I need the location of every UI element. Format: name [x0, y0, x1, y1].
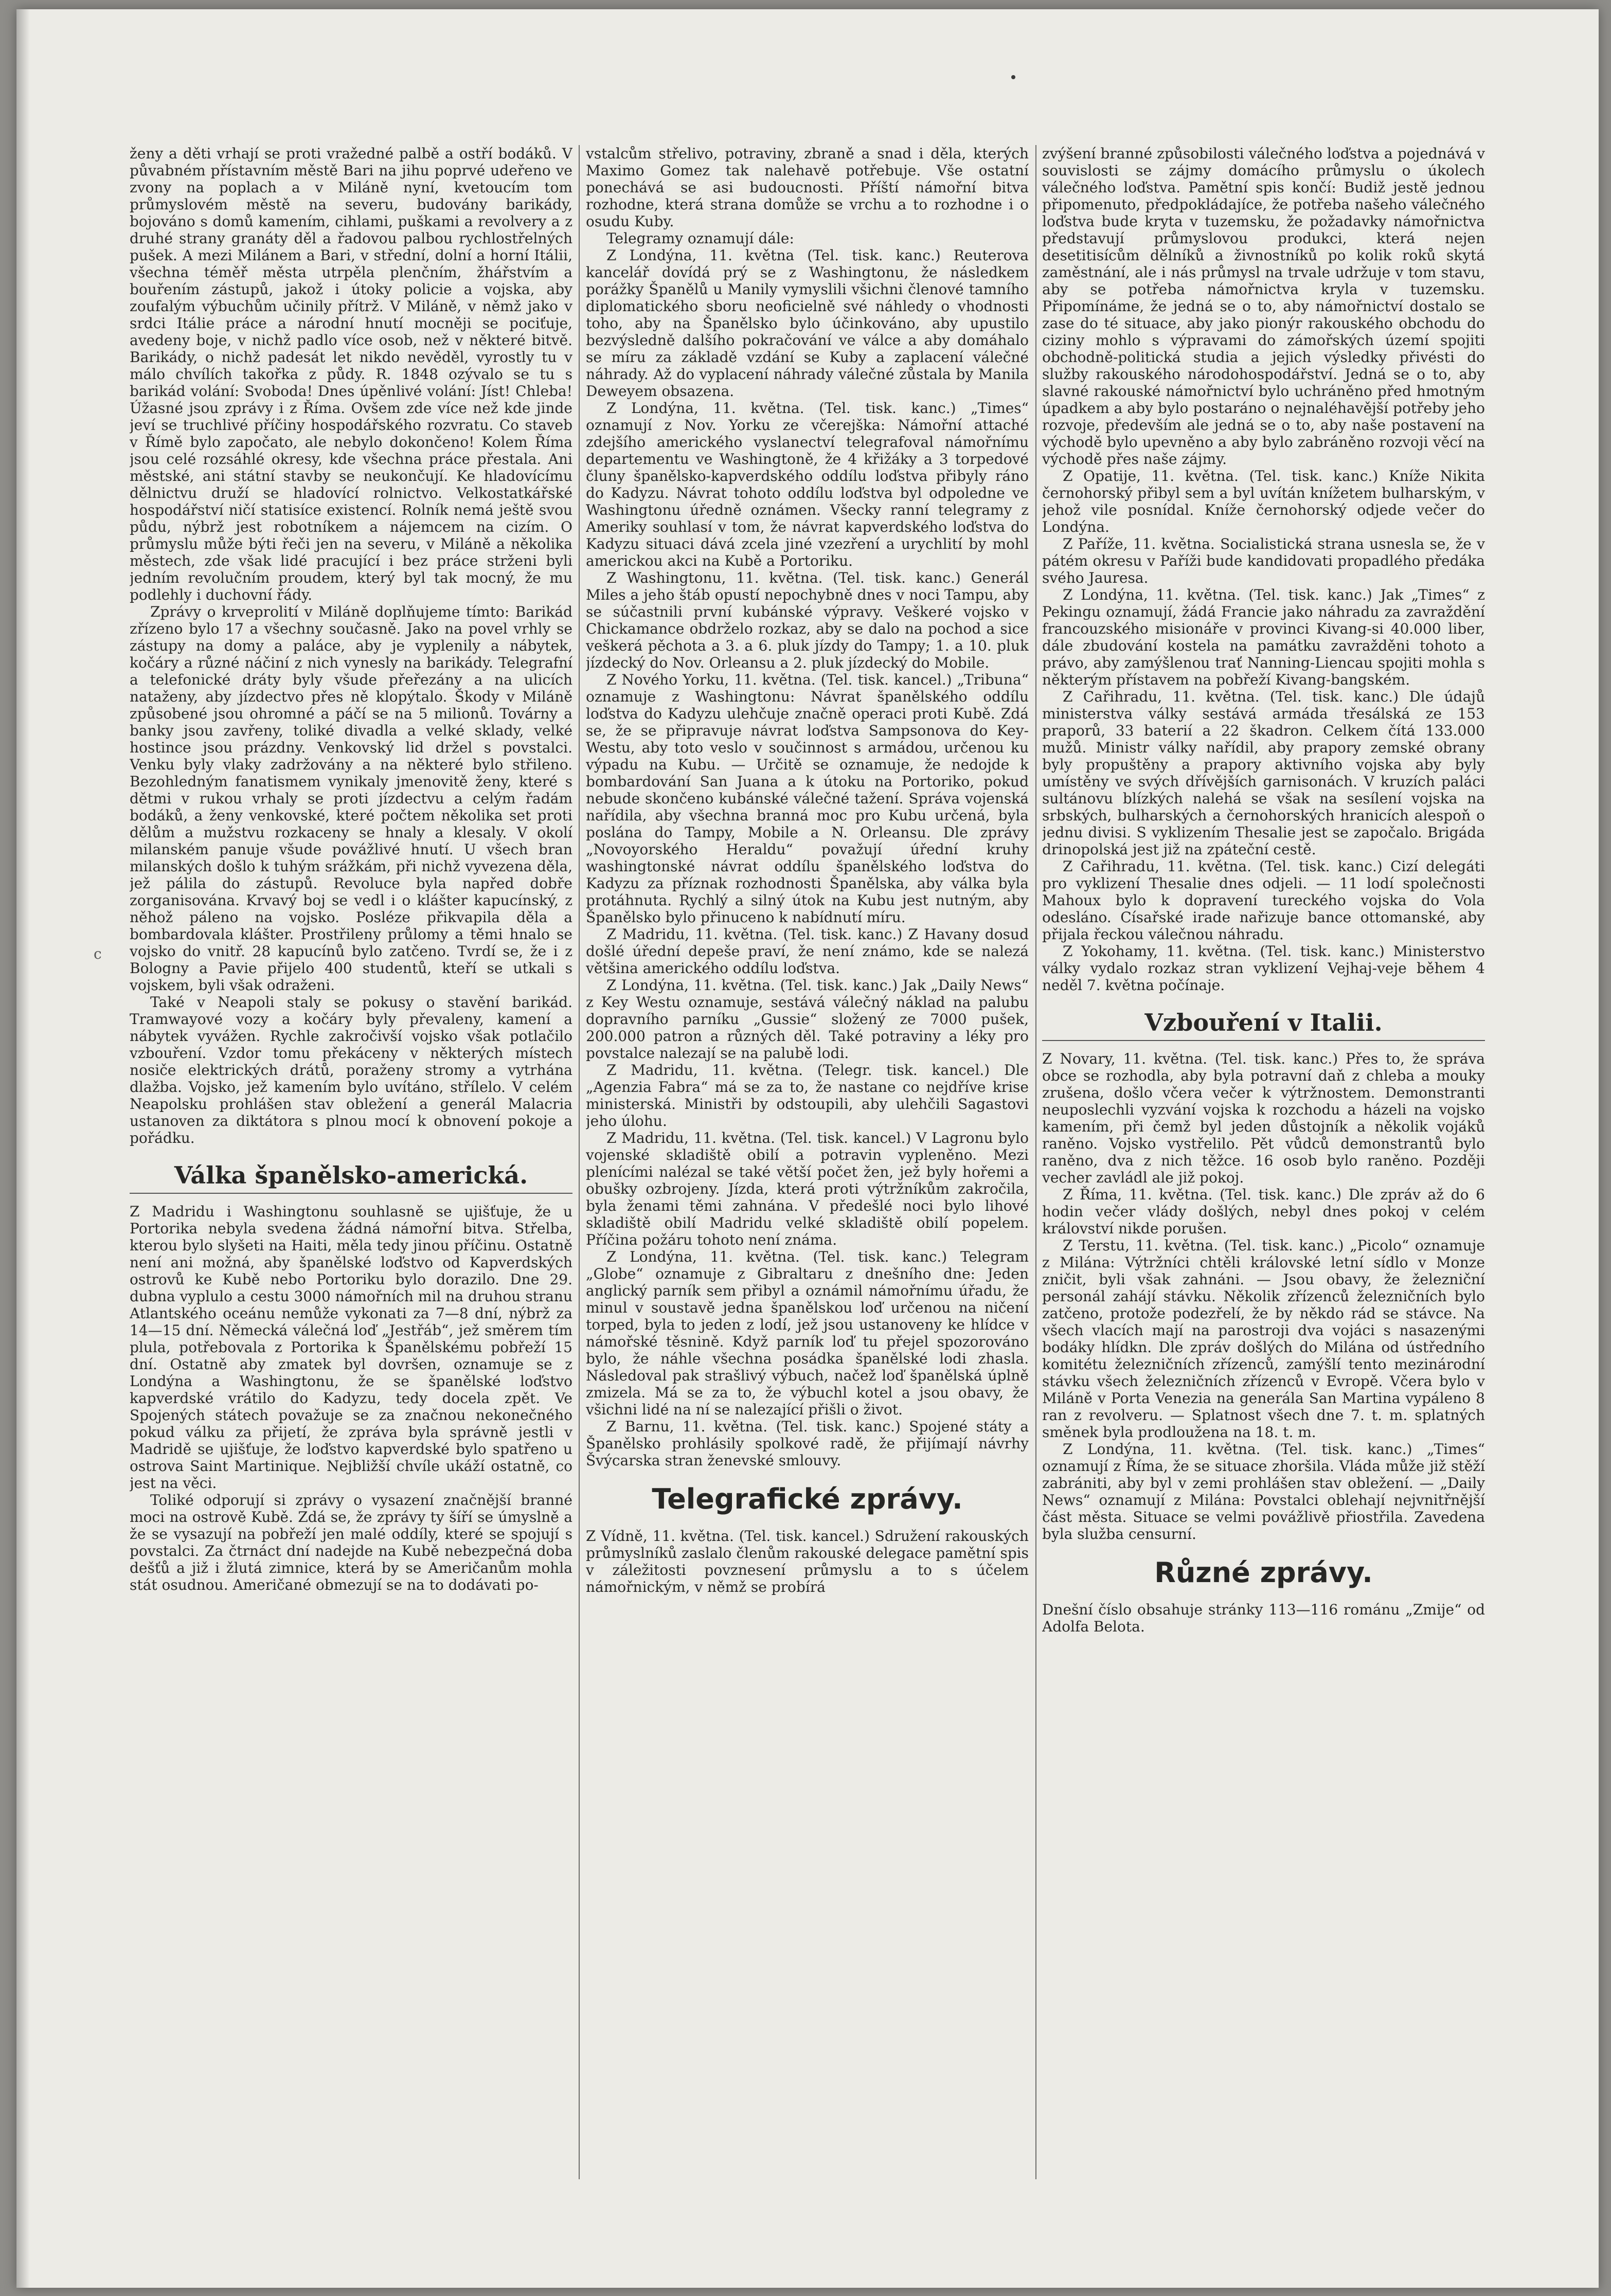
- paragraph: Z Londýna, 11. května (Tel. tisk. kanc.) Reuterova kancelář dovídá prý se z Washingtonu, že následkem porážky Španělů u Manily vymyslili všichni členové tamního diplomatického sboru neoficielně své náhledy o vhodnosti toho, aby na Španělsko bylo účinkováno, aby upustilo bezvýsledně dalšího pokračování ve válce a aby domáhalo se míru za základě vzdání se Kuby a zaplacení válečné náhrady. Až do vyplacení náhrady válečné zůstala by Manila Deweyem obsazena.: [586, 247, 1029, 400]
- binding-shadow: [16, 9, 30, 2288]
- paragraph: Z Washingtonu, 11. května. (Tel. tisk. kanc.) Generál Miles a jeho štáb opustí nepochybně dnes v noci Tampu, aby se súčastnili první kubánské výpravy. Veškeré vojsko v Chickamance obdrželo rozkaz, aby se dalo na pochod a sice veškerá pěchota a 3. a 6. pluk jízdy do Tampy; 1. a 10. pluk jízdecký do Nov. Orleansu a 2. pluk jízdecký do Mobile.: [586, 569, 1029, 671]
- imprint-note: Dnešní číslo obsahuje stránky 113—116 románu „Zmije“ od Adolfa Belota.: [1042, 1601, 1485, 1635]
- paragraph: Z Londýna, 11. května. (Tel. tisk. kanc.) „Times“ oznamují z Nov. Yorku ze včerejška: Námořní attaché zdejšího amerického vyslanectví telegrafoval námořnímu departementu ve Washingtoně, že 4 křižáky a 3 torpedové čluny španělsko-kapverdského oddílu loďstva přibyly ráno do Kadyzu. Návrat tohoto oddílu loďstva byl odpoledne ve Washingtonu úředně oznámen. Všecky ranní telegramy z Ameriky souhlasí v tom, že návrat kapverdského loďstva do Kadyzu situaci dává zcela jiné vzezření a urychlití by mohl americkou akci na Kubě a Portoriku.: [586, 400, 1029, 569]
- article-columns: [130, 145, 1485, 2179]
- paragraph: Zprávy o krveprolití v Miláně doplňujeme tímto: Barikád zřízeno bylo 17 a všechny současně. Jako na povel vrhly se zástupy na domy a paláce, aby je vyplenily a nábytek, kočáry a různé náčiní z nich vynesly na barikády. Telegrafní a telefonické dráty byly všude přeřezány a na ulicích nataženy, aby jízdectvo přes ně klopýtalo. Škody v Miláně způsobené jsou ohromné a páčí se na 5 milionů. Továrny a banky jsou zavřeny, toliké divadla a velké sklady, velké hostince jsou prázdny. Venkovský lid držel s povstalci. Venku byly vlaky zadržovány a na některé bylo střileno. Bezohledným fanatismem vynikaly jmenovitě ženy, které s dětmi v rukou vrhaly se proti jízdectvu a celým řadám bodáků, a ženy venkovské, které počtem několika set proti dělům a mužstvu rozkaceny se hnaly a klesaly. V okolí milanském panuje všude povážlivé hnutí. U všech bran milanských došlo k tuhým srážkám, při nichž vyvezena děla, jež pálila do zástupů. Revoluce byla napřed dobře zorganisována. Krvavý boj se vedl i o klášter kapucínský, z něhož páleno na vojsko. Posléze přikvapila děla a bombardovala klášter. Prostřileny průlomy a těmi hnalo se vojsko do vnitř. 28 kapucínů bylo zatčeno. Tvrdí se, že i z Bologny a Pavie přijelo 400 studentů, kteří se utkali s vojskem, byli však odraženi.: [130, 603, 572, 994]
- margin-mark: c: [94, 945, 102, 962]
- section-heading-revolt: Vzbouření v Italii.: [1042, 1007, 1485, 1041]
- paragraph: Z Říma, 11. května. (Tel. tisk. kanc.) Dle zpráv až do 6 hodin večer vlády došlých, nebyl dnes pokoj v celém království nikde porušen.: [1042, 1186, 1485, 1237]
- ink-speck: [1011, 75, 1015, 79]
- column-1: [130, 145, 572, 2179]
- paragraph: vstalcům střelivo, potraviny, zbraně a snad i děla, kterých Maximo Gomez tak nalehavě potřebuje. Vše ostatní ponechává se asi budoucnosti. Příští námořní bitva rozhodne, která strana domůže se vrchu a to rozhodne i o osudu Kuby.: [586, 145, 1029, 230]
- section-heading-misc: Různé zprávy.: [1154, 1556, 1373, 1589]
- paragraph: Z Madridu, 11. května. (Telegr. tisk. kancel.) Dle „Agenzia Fabra“ má se za to, že nastane co nejdříve krise ministerská. Ministři by odstoupili, aby ulehčili Sagastovi jeho úlohu.: [586, 1062, 1029, 1129]
- paragraph: Z Terstu, 11. května. (Tel. tisk. kanc.) „Picolo“ oznamuje z Milána: Výtržníci chtěli královské letní sídlo v Monze zničit, byli však zahnáni. — Jsou obavy, že železniční personál zahájí stávku. Několik zřízenců železničních bylo zatčeno, protože podezřelí, že by někdo rád se stávce. Na všech vlacích mají na parostroji dva vojáci s nasazenými bodáky hlídkn. Dle zpráv došlých do Milána od ústředního komitétu železničních zřízenců, zamýšlí tento mezinárodní stávku všech železničních zřízenců v Evropě. Včera bylo v Miláně v Porta Venezia na generála San Martina vypáleno 8 ran z revolveru. — Splatnost všech dne 7. t. m. splatných směnek byla prodloužena na 18. t. m.: [1042, 1237, 1485, 1441]
- column-2: [586, 145, 1029, 2179]
- paragraph: Z Madridu i Washingtonu souhlasně se ujišťuje, že u Portorika nebyla svedena žádná námořní bitva. Střelba, kterou bylo slyšeti na Haiti, měla tedy jinou příčinu. Ostatně není ani možná, aby španělské loďstvo od Kapverdských ostrovů ke Kubě nebo Portoriku bylo dorazilo. Dne 29. dubna vyplulo a cestu 3000 námořních mil na druhou stranu Atlantského oceánu nemůže vykonati za 7—8 dní, nýbrž za 14—15 dní. Německá válečná loď „Jestřáb“, jež směrem tím plula, potřebovala z Portorika k Španělskému pobřeží 15 dní. Ostatně aby zmatek byl dovršen, oznamuje se z Londýna a Washingtonu, že se španělské loďstvo kapverdské vrátilo do Kadyzu, tedy docela zpět. Ve Spojených státech považuje se za značnou nekonečného pokud válku za přijetí, že zpráva byla správně jestli v Madridě se ujišťuje, že loďstvo kapverdské bylo spatřeno u ostrova Saint Martinique. Nejbližší chvíle ukáží ostatně, co jest na věci.: [130, 1203, 572, 1492]
- paragraph: Z Cařihradu, 11. května. (Tel. tisk. kanc.) Dle údajů ministerstva války sestává armáda třesálská ze 153 praporů, 33 baterií a 22 škadron. Celkem čítá 133.000 mužů. Ministr války nařídil, aby prapory zemské obrany byly propuštěny a prapory aktivního vojska aby byly umístěny ve svých dřívějších garnisonách. V kruzích paláci sultánovu blízkých nalehá se však na sesílení vojska na srbských, bulharských a černohorských hranicích alespoň o jednu divisi. S vyklizením Thesalie jest se započalo. Brigáda drinopolská jest již na zpáteční cestě.: [1042, 688, 1485, 858]
- paragraph: Z Opatije, 11. května. (Tel. tisk. kanc.) Kníže Nikita černohorský přibyl sem a byl uvítán knížetem bulharským, v jehož vile posnídal. Kníže černohorský odjede večer do Londýna.: [1042, 468, 1485, 535]
- paragraph: Z Paříže, 11. května. Socialistická strana usnesla se, že v pátém okresu v Paříži bude kandidovati propadlého předáka svého Jauresa.: [1042, 535, 1485, 586]
- paragraph: Z Londýna, 11. května. (Tel. tisk. kanc.) Jak „Daily News“ z Key Westu oznamuje, sestává válečný náklad na palubu dopravního parníku „Gussie“ složený ze 7000 pušek, 200.000 patron a různých děl. Také potraviny a léky pro povstalce nalezají se na palubě lodi.: [586, 977, 1029, 1062]
- paragraph: Z Cařihradu, 11. května. (Tel. tisk. kanc.) Cizí delegáti pro vyklizení Thesalie dnes odjeli. — 11 lodí společnosti Mahoux bylo k dopravení tureckého vojska do Vola odesláno. Císařské irade nařizuje bance ottomanské, aby přijala řeckou válečnou náhradu.: [1042, 858, 1485, 943]
- paragraph: Z Barnu, 11. května. (Tel. tisk. kanc.) Spojené státy a Španělsko prohlásily spolkové radě, že přijímají návrhy Švýcarska stran ženevské smlouvy.: [586, 1418, 1029, 1469]
- section-heading-telegraphs: Telegrafické zprávy.: [652, 1483, 963, 1515]
- section-heading-war: Válka španělsko-americká.: [130, 1160, 572, 1194]
- paragraph: Z Novary, 11. května. (Tel. tisk. kanc.) Přes to, že správa obce se rozhodla, aby byla potravní daň z chleba a mouky zrušena, došlo včera večer k výtržnostem. Demonstranti neuposlechli vyzvání vojska k rozchodu a házeli na vojsko kamením, při čemž byl jeden důstojník a několik vojáků raněno. Vojsko vystřelilo. Pět vůdců demonstrantů bylo raněno, dva z nich těžce. 16 osob bylo raněno. Později vecher zavládl ale již pokoj.: [1042, 1050, 1485, 1186]
- paragraph: Z Londýna, 11. května. (Tel. tisk. kanc.) Telegram „Globe“ oznamuje z Gibraltaru z dnešního dne: Jeden anglický parník sem přibyl a oznámil námořnímu úřadu, že minul v soustavě jedna španělskou loď určenou na ničení torped, byla to jeden z lodí, jež jsou ustanoveny ke hlídce v námořské těsnině. Když parník loď tu přejel spozorováno bylo, že náhle všechna posádka španělské lodi zhasla. Následoval pak strašlivý výbuch, načež loď španělská úplně zmizela. Má se za to, že výbuchl kotel a jsou obavy, že všichni lidé na ní se nalezající přišli o život.: [586, 1248, 1029, 1418]
- paragraph: Z Yokohamy, 11. května. (Tel. tisk. kanc.) Ministerstvo války vydalo rozkaz stran vyklizení Vejhaj-veje během 4 neděl 7. května počínaje.: [1042, 943, 1485, 994]
- paragraph: Z Londýna, 11. května. (Tel. tisk. kanc.) Jak „Times“ z Pekingu oznamují, žádá Francie jako náhradu za zavraždění francouzského misionáře v provinci Kivang-si 40.000 liber, dále zbudování kostela na památku zavražděni tohoto a právo, aby zamýšlenou trať Nanning-Liencau spojiti mohla s některým přístavem na pobřeží Kivang-bangském.: [1042, 586, 1485, 688]
- paragraph: Toliké odporují si zprávy o vysazení značnější branné moci na ostrově Kubě. Zdá se, že zprávy ty šíří se úmyslně a že se vysazují na pobřeží jen malé oddíly, které se spojují s povstalci. Za čtrnáct dní nadejde na Kubě nebezpečná doba dešťů a již i žlutá zimnice, která by se Američanům mohla stát osudnou. Američané obmezují se na to dodávati po-: [130, 1492, 572, 1593]
- paragraph: Z Londýna, 11. května. (Tel. tisk. kanc.) „Times“ oznamují z Říma, že se situace zhoršila. Vláda může již stěží zabrániti, aby byl v zemi prohlášen stav obležení. — „Daily News“ oznamují z Milána: Povstalci oblehají nejvnitřnější část města. Situace se velmi povážlivě přiostřila. Zavedena byla služba censurní.: [1042, 1441, 1485, 1542]
- paragraph: Z Nového Yorku, 11. května. (Tel. tisk. kancel.) „Tribuna“ oznamuje z Washingtonu: Návrat španělského oddílu loďstva do Kadyzu ulehčuje značně operaci proti Kubě. Zdá se, že se připravuje návrat loďstva Sampsonova do Key-Westu, aby toto veslo v součinnost s armádou, určenou ku výpadu na Kubu. — Určitě se oznamuje, že nedojde k bombardování San Juana a k útoku na Portoriko, pokud nebude skončeno kubánské válečné tažení. Správa vojenská nařídila, aby všechna branná moc pro Kubu určená, byla poslána do Tampy, Mobile a N. Orleansu. Dle zprávy „Novoyorského Heraldu“ považují úřední kruhy washingtonské návrat oddílu španělského loďstva do Kadyzu za příznak rozhodnosti Španělska, aby válka byla protáhnuta. Rychlý a silný útok na Kubu jest nutným, aby Španělsko bylo přinuceno k nabídnutí míru.: [586, 671, 1029, 926]
- paragraph: ženy a děti vrhají se proti vražedné palbě a ostří bodáků. V půvabném přístavním městě Bari na jihu poprvé udeřeno ve zvony na poplach a v Miláně nyní, kvetoucím tom průmyslovém městě na severu, budovány barikády, bojováno s domů kamením, cihlami, puškami a revolvery a z druhé strany granáty děl a řadovou palbou rychlostřelných pušek. A mezi Milánem a Bari, v střední, dolní a horní Itálii, všechna téměř města utrpěla plenčním, žhářstvím a bouřením zástupů, jakož i útoky policie a vojska, aby zoufalým výbuchům učinily přítrž. V Miláně, v němž jako v srdci Itálie práce a národní hnutí mocněji se pociťuje, avedeny boje, v nichž padlo více osob, než v některé bitvě. Barikády, o nichž padesát let nikdo nevěděl, vyrostly tu v málo chvílích takořka z půdy. R. 1848 ozývalo se tu s barikád volání: Svoboda! Dnes úpěnlivé volání: Jíst! Chleba! Úžasné jsou zprávy i z Říma. Ovšem zde více než kde jinde jeví se truchlivé příčiny hospodářského rozvratu. Co staveb v Římě bylo započato, ale nebylo dokončeno! Kolem Říma jsou celé rozsáhlé okresy, kde všechna práce přestala. Ani městské, ani státní stavby se neukončují. Ke hladovícímu dělnictvu druží se hladovící rolnictvo. Velkostatkářské hospodářství ničí statisíce existencí. Rolník nemá ještě svou půdu, nýbrž jest robotníkem a nájemcem na cizím. O průmyslu může býti řeči jen na severu, v Miláně a několika městech, zde však lidé pracující i bez práce strženi byli jedním revolučním proudem, který byl tak mocný, že mu podlehly i duchovní řády.: [130, 145, 572, 603]
- paragraph: Také v Neapoli staly se pokusy o stavění barikád. Tramwayové vozy a kočáry byly převaleny, kamení a nábytek vyvážen. Rychle zakročivší vojsko však potlačilo vzbouření. Vzdor tomu překáceny v některých místech nosiče elektrických drátů, poraženy stromy a vytrhána dlažba. Vojsko, jež kamením bylo uvítáno, střílelo. V celém Neapolsku prohlášen stav obležení a generál Malacria ustanoven za diktátora s plnou mocí k obnovení pokoje a pořádku.: [130, 994, 572, 1146]
- paragraph: Z Vídně, 11. května. (Tel. tisk. kancel.) Sdružení rakouských průmyslníků zaslalo členům rakouské delegace pamětní spis v záležitosti povznesení průmyslu a to s účelem námořnickým, v němž se probírá: [586, 1528, 1029, 1595]
- paragraph: Z Madridu, 11. května. (Tel. tisk. kanc.) Z Havany dosud došlé úřední depeše praví, že není známo, kde se nalezá většina amerického oddílu loďstva.: [586, 926, 1029, 977]
- paragraph: Z Madridu, 11. května. (Tel. tisk. kancel.) V Lagronu bylo vojenské skladiště obilí a potravin vypleněno. Mezi plenícími nalézal se také větší počet žen, jež byly hořemi a obušky ozbrojeny. Jízda, která proti výtržníkům zakročila, byla ženami těmi zahnána. V předešlé noci bylo lihové skladiště obilí Madridu velké skladiště obilí popelem. Příčina požáru tohoto není známa.: [586, 1129, 1029, 1248]
- paragraph: Telegramy oznamují dále:: [606, 230, 794, 247]
- paragraph: zvýšení branné způsobilosti válečného loďstva a pojednává v souvislosti se zájmy domácího průmyslu o úkolech válečného loďstva. Pamětní spis končí: Budiž jestě jednou připomenuto, předpokládajíce, že potřeba našeho válečného loďstva bude kryta v tuzemsku, že požadavky námořnictva představují průmyslovou produkci, která nejen desetitisícům dělníků a živnostníků po kolik roků skytá zaměstnání, ale i nás průmysl na trvale udržuje v tom stavu, aby se potřeba námořnictva kryla v tuzemsku. Připomínáme, že jedná se o to, aby námořnictví dostalo se zase do té situace, aby jako pionýr rakouského obchodu do ciziny mohlo s výpravami do zámořských území spojiti obchodně-politická studia a jejich výsledky přivésti do služby rakouského národohospodářství. Jedná se o to, aby slavné rakouské námořnictví bylo uchráněno před hmotným úpadkem a aby bylo postaráno o nejnaléhavější potřeby jeho rozvoje, především ale jedná se o to, aby naše postavení na východě bylo upevněno a aby bylo zabráněno rozvoji věcí na východě přes naše zájmy.: [1042, 145, 1485, 468]
- column-3: [1042, 145, 1485, 2179]
